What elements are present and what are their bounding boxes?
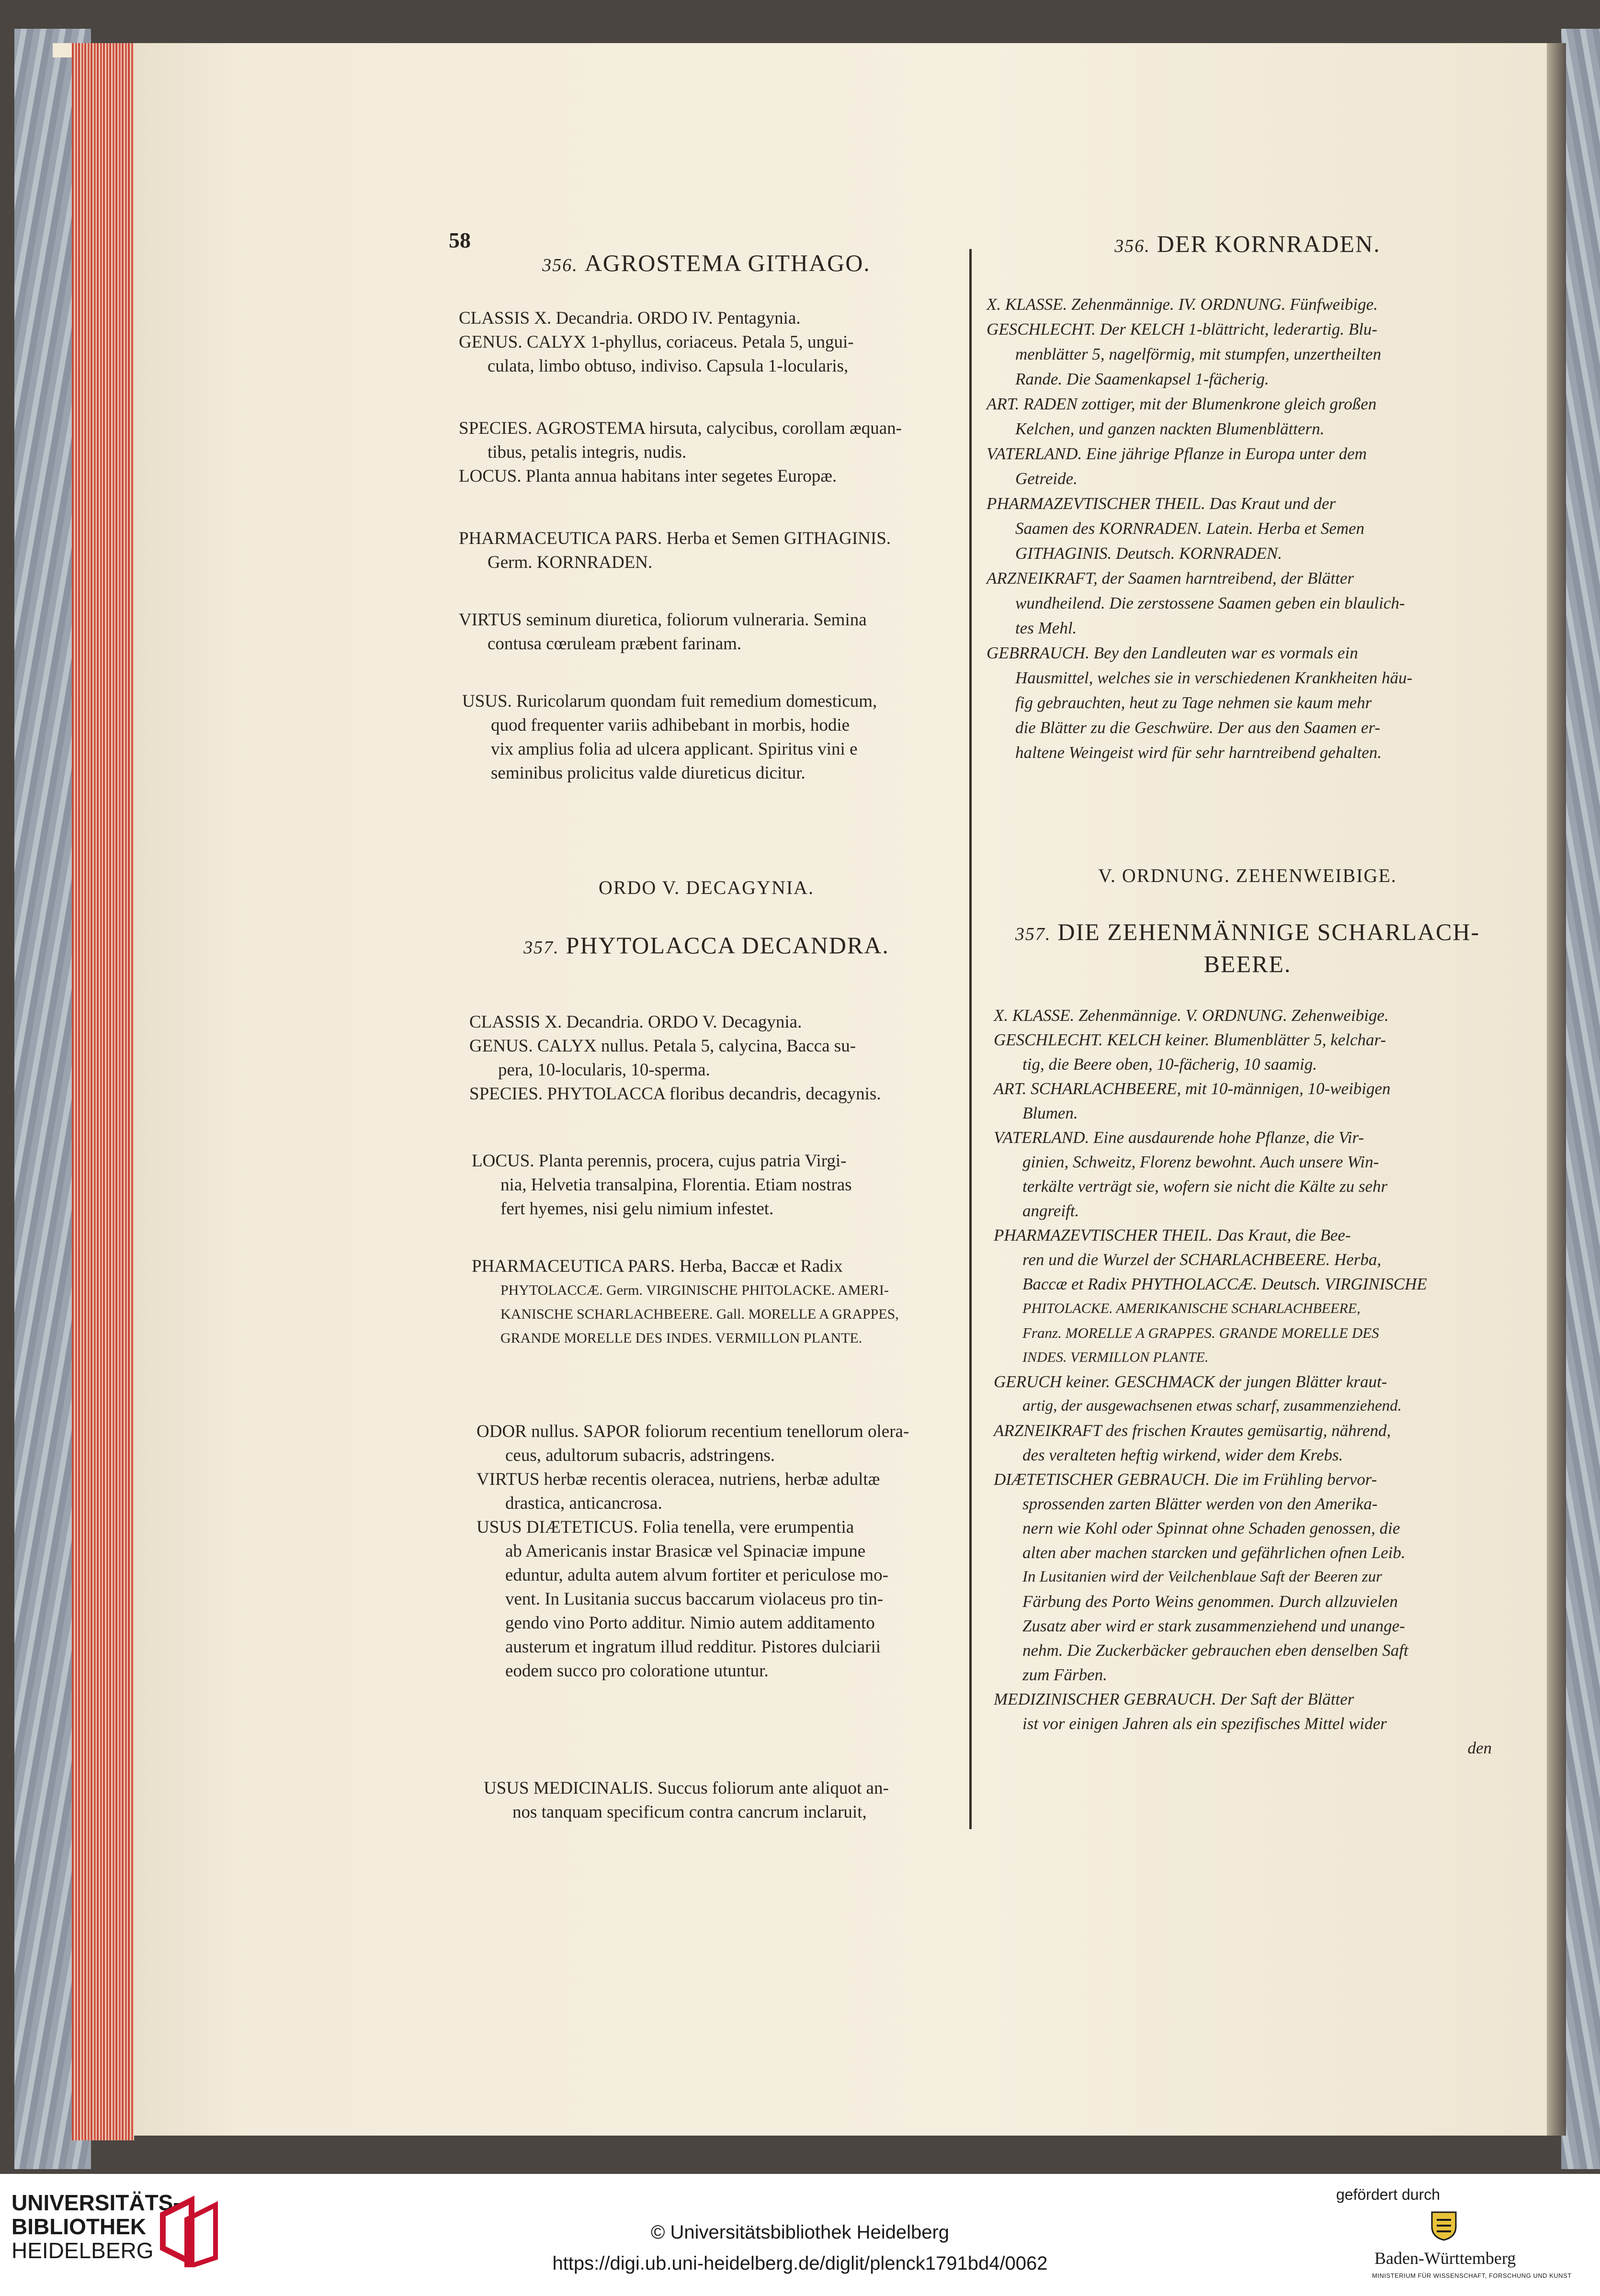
catchword: den bbox=[1467, 1739, 1492, 1757]
text-line: gendo vino Porto additur. Nimio autem additamento bbox=[505, 1613, 875, 1633]
left-entry-odor-usus bbox=[477, 1420, 970, 1683]
text-line: sprossenden zarten Blätter werden von den Amerika- bbox=[1022, 1494, 1378, 1513]
text-line: eodem succo pro coloratione utuntur. bbox=[505, 1661, 769, 1681]
text-line: vix amplius folia ad ulcera applicant. Spiritus vini e bbox=[491, 739, 858, 759]
logo-line: UNIVERSITÄTS- bbox=[11, 2190, 181, 2215]
ministry-subtitle: MINISTERIUM FÜR WISSENSCHAFT, FORSCHUNG UND KUNST bbox=[1372, 2272, 1572, 2279]
text-line: fig gebrauchten, heut zu Tage nehmen sie kaum mehr bbox=[1015, 693, 1372, 712]
left-heading-357-title: PHYTOLACCA DECANDRA. bbox=[566, 932, 889, 959]
text-line: INDES. VERMILLON PLANTE. bbox=[1022, 1349, 1209, 1365]
funded-by-label: gefördert durch bbox=[1336, 2186, 1441, 2203]
book-cloth-right bbox=[1561, 29, 1600, 2169]
text-line: Saamen des KORNRADEN. Latein. Herba et Semen bbox=[1015, 519, 1365, 538]
text-line: GERUCH keiner. GESCHMACK der jungen Blätter kraut- bbox=[994, 1372, 1387, 1391]
text-line: GESCHLECHT. KELCH keiner. Blumenblätter 5, kelchar- bbox=[994, 1030, 1386, 1049]
copyright-text: © Universitätsbibliothek Heidelberg bbox=[650, 2222, 950, 2243]
text-line: vent. In Lusitania succus baccarum violaceus pro tin- bbox=[505, 1589, 884, 1609]
text-line: USUS. Ruricolarum quondam fuit remedium domesticum, bbox=[462, 691, 877, 711]
left-heading-357-number: 357. bbox=[523, 938, 559, 958]
text-line: austerum et ingratum illud redditur. Pistores dulciarii bbox=[505, 1637, 881, 1657]
text-line: Kelchen, und ganzen nackten Blumenblättern. bbox=[1015, 419, 1325, 438]
text-line: des veralteten heftig wirkend, wider dem Krebs. bbox=[1022, 1446, 1343, 1464]
text-line: ARZNEIKRAFT, der Saamen harntreibend, der Blätter bbox=[987, 569, 1354, 588]
text-line: zum Färben. bbox=[1022, 1665, 1107, 1684]
left-heading-356-title: AGROSTEMA GITHAGO. bbox=[584, 249, 871, 276]
text-line: drastica, anticancrosa. bbox=[505, 1493, 662, 1513]
text-line: ist vor einigen Jahren als ein spezifisches Mittel wider bbox=[1022, 1714, 1387, 1733]
left-heading-357 bbox=[479, 931, 934, 959]
text-line: GENUS. CALYX nullus. Petala 5, calycina, Bacca su- bbox=[469, 1036, 856, 1056]
logo-line: HEIDELBERG bbox=[11, 2238, 154, 2263]
left-heading-356 bbox=[479, 249, 934, 277]
text-line: ginien, Schweitz, Florenz bewohnt. Auch unsere Win- bbox=[1022, 1153, 1379, 1171]
baden-wuerttemberg-name[interactable]: Baden-Württemberg bbox=[1374, 2249, 1516, 2268]
text-line: eduntur, adulta autem alvum fortiter et periculose mo- bbox=[505, 1565, 888, 1585]
text-line: LOCUS. Planta annua habitans inter segetes Europæ. bbox=[459, 466, 837, 486]
text-line: menblätter 5, nagelförmig, mit stumpfen, unzertheilten bbox=[1015, 345, 1382, 363]
text-line: artig, der ausgewachsenen etwas scharf, zusammenziehend. bbox=[1022, 1397, 1402, 1414]
text-line: Hausmittel, welches sie in verschiedenen Krankheiten häu- bbox=[1015, 668, 1413, 687]
text-line: VATERLAND. Eine jährige Pflanze in Europa unter dem bbox=[987, 444, 1367, 463]
text-line: KANISCHE SCHARLACHBEERE. Gall. MORELLE A GRAPPES, bbox=[500, 1306, 899, 1322]
text-line: Germ. KORNRADEN. bbox=[488, 553, 653, 572]
text-line: SPECIES. AGROSTEMA hirsuta, calycibus, corollam æquan- bbox=[459, 418, 902, 438]
text-line: tes Mehl. bbox=[1015, 619, 1077, 637]
text-line: CLASSIS X. Decandria. ORDO V. Decagynia. bbox=[469, 1012, 802, 1032]
text-line: fert hyemes, nisi gelu nimium infestet. bbox=[500, 1199, 774, 1219]
text-line: ART. RADEN zottiger, mit der Blumenkrone gleich großen bbox=[987, 395, 1377, 413]
text-line: die Blätter zu die Geschwüre. Der aus den Saamen er- bbox=[1015, 718, 1381, 737]
text-line: Baccæ et Radix PHYTHOLACCÆ. Deutsch. VIRGINISCHE bbox=[1022, 1275, 1427, 1293]
text-line: USUS DIÆTETICUS. Folia tenella, vere erumpentia bbox=[477, 1517, 854, 1537]
text-line: USUS MEDICINALIS. Succus foliorum ante aliquot an- bbox=[484, 1778, 889, 1798]
text-line: seminibus prolicitus valde diureticus dicitur. bbox=[491, 763, 806, 783]
right-heading-357 bbox=[1001, 917, 1494, 979]
text-line: ceus, adultorum subacris, adstringens. bbox=[505, 1446, 775, 1465]
text-line: ab Americanis instar Brasicæ vel Spinaciæ impune bbox=[505, 1541, 866, 1561]
text-line: PHARMAZEVTISCHER THEIL. Das Kraut und der bbox=[987, 494, 1336, 513]
text-line: Färbung des Porto Weins genommen. Durch allzuvielen bbox=[1022, 1592, 1398, 1611]
text-line: contusa cœruleam præbent farinam. bbox=[488, 634, 742, 654]
text-line: ARZNEIKRAFT des frischen Krautes gemüsartig, nährend, bbox=[994, 1421, 1391, 1440]
red-page-edges bbox=[72, 43, 134, 2140]
right-heading-357-number: 357. bbox=[1015, 924, 1051, 944]
left-heading-356-number: 356. bbox=[542, 255, 578, 275]
page-number: 58 bbox=[449, 228, 471, 252]
text-line: LOCUS. Planta perennis, procera, cujus patria Virgi- bbox=[472, 1151, 847, 1171]
text-line: quod frequenter variis adhibebant in morbis, hodie bbox=[491, 715, 850, 735]
left-ordo-heading: ORDO V. DECAGYNIA. bbox=[598, 877, 815, 898]
text-line: Rande. Die Saamenkapsel 1-fächerig. bbox=[1015, 370, 1269, 388]
text-line: haltene Weingeist wird für sehr harntreibend gehalten. bbox=[1015, 743, 1382, 762]
text-line: X. KLASSE. Zehenmännige. V. ORDNUNG. Zehenweibige. bbox=[994, 1006, 1389, 1025]
right-heading-356 bbox=[1001, 230, 1494, 258]
text-line: VATERLAND. Eine ausdaurende hohe Pflanze, die Vir- bbox=[994, 1128, 1364, 1147]
text-line: PHARMACEUTICA PARS. Herba et Semen GITHAGINIS. bbox=[459, 529, 891, 548]
text-line: wundheilend. Die zerstossene Saamen geben ein blaulich- bbox=[1015, 594, 1405, 612]
logo-line: BIBLIOTHEK bbox=[11, 2214, 147, 2239]
text-line: pera, 10-locularis, 10-sperma. bbox=[498, 1060, 710, 1080]
text-line: PHITOLACKE. AMERIKANISCHE SCHARLACHBEERE, bbox=[1022, 1301, 1361, 1316]
text-line: PHYTOLACCÆ. Germ. VIRGINISCHE PHITOLACKE. AMERI- bbox=[500, 1282, 889, 1298]
right-heading-356-title: DER KORNRADEN. bbox=[1157, 230, 1381, 257]
text-line: PHARMACEUTICA PARS. Herba, Baccæ et Radix bbox=[472, 1256, 843, 1276]
text-line: nern wie Kohl oder Spinnat ohne Schaden genossen, die bbox=[1022, 1519, 1400, 1538]
text-line: GEBRRAUCH. Bey den Landleuten war es vormals ein bbox=[987, 644, 1358, 662]
text-line: GITHAGINIS. Deutsch. KORNRADEN. bbox=[1015, 544, 1282, 563]
left-entry-species bbox=[459, 417, 966, 488]
text-line: GRANDE MORELLE DES INDES. VERMILLON PLANTE. bbox=[500, 1330, 862, 1346]
text-line: nehm. Die Zuckerbäcker gebrauchen eben denselben Saft bbox=[1022, 1641, 1408, 1660]
text-line: ren und die Wurzel der SCHARLACHBEERE. Herba, bbox=[1022, 1250, 1382, 1269]
text-line: Getreide. bbox=[1015, 469, 1078, 488]
right-entry-356 bbox=[987, 292, 1504, 765]
text-line: DIÆTETISCHER GEBRAUCH. Die im Frühling bervor- bbox=[994, 1470, 1377, 1489]
page-shadow bbox=[1547, 43, 1566, 2136]
text-line: ART. SCHARLACHBEERE, mit 10-männigen, 10-weibigen bbox=[994, 1079, 1391, 1098]
left-entry-classis bbox=[459, 306, 966, 378]
left-entry-usus-medicinalis bbox=[484, 1776, 967, 1824]
right-heading-356-number: 356. bbox=[1114, 236, 1150, 256]
text-line: SPECIES. PHYTOLACCA floribus decandris, decagynis. bbox=[469, 1084, 881, 1104]
text-line: culata, limbo obtuso, indiviso. Capsula 1-locularis, bbox=[488, 356, 849, 376]
text-line: In Lusitanien wird der Veilchenblaue Saft der Beeren zur bbox=[1022, 1568, 1382, 1585]
left-entry-locus-357 bbox=[472, 1149, 970, 1221]
text-line: alten aber machen starcken und gefährlichen ofnen Leib. bbox=[1022, 1543, 1406, 1562]
text-line: terkälte verträgt sie, wofern sie nicht die Kälte zu sehr bbox=[1022, 1177, 1388, 1196]
right-heading-357-title-line2: BEERE. bbox=[1203, 950, 1292, 977]
left-entry-classis-357 bbox=[469, 1010, 967, 1106]
text-line: GENUS. CALYX 1-phyllus, coriaceus. Petala 5, ungui- bbox=[459, 332, 854, 352]
text-line: PHARMAZEVTISCHER THEIL. Das Kraut, die Bee- bbox=[994, 1226, 1351, 1244]
text-line: X. KLASSE. Zehenmännige. IV. ORDNUNG. Fünfweibige. bbox=[987, 295, 1378, 314]
text-line: Franz. MORELLE A GRAPPES. GRANDE MORELLE DES bbox=[1022, 1324, 1379, 1341]
permalink-url[interactable]: https://digi.ub.uni-heidelberg.de/diglit/plenck1791bd4/0062 bbox=[552, 2253, 1048, 2274]
left-entry-usus bbox=[462, 690, 970, 785]
text-line: nia, Helvetia transalpina, Florentia. Etiam nostras bbox=[500, 1175, 852, 1195]
text-line: VIRTUS herbæ recentis oleracea, nutriens, herbæ adultæ bbox=[477, 1470, 880, 1489]
text-line: nos tanquam specificum contra cancrum inclaruit, bbox=[512, 1802, 867, 1822]
text-line: CLASSIS X. Decandria. ORDO IV. Pentagynia. bbox=[459, 308, 801, 328]
text-line: VIRTUS seminum diuretica, foliorum vulneraria. Semina bbox=[459, 610, 867, 630]
text-line: ODOR nullus. SAPOR foliorum recentium tenellorum olera- bbox=[477, 1422, 909, 1441]
right-heading-357-title-line1: DIE ZEHENMÄNNIGE SCHARLACH- bbox=[1057, 918, 1480, 945]
right-entry-357 bbox=[994, 1003, 1511, 1760]
left-entry-pharmaceutica-357 bbox=[472, 1255, 970, 1350]
text-line: angreift. bbox=[1022, 1201, 1079, 1220]
left-entry-pharmaceutica bbox=[459, 527, 966, 575]
text-line: tig, die Beere oben, 10-fächerig, 10 saamig. bbox=[1022, 1055, 1317, 1074]
right-ordo-heading: V. ORDNUNG. ZEHENWEIBIGE. bbox=[1098, 865, 1397, 886]
text-line: Zusatz aber wird er stark zusammenziehend und unange- bbox=[1022, 1617, 1405, 1635]
text-line: Blumen. bbox=[1022, 1104, 1078, 1122]
baden-wuerttemberg-coat-of-arms-icon bbox=[1427, 2208, 1461, 2242]
text-line: GESCHLECHT. Der KELCH 1-blättricht, lederartig. Blu- bbox=[987, 320, 1378, 339]
text-line: MEDIZINISCHER GEBRAUCH. Der Saft der Blätter bbox=[994, 1690, 1354, 1708]
left-entry-virtus bbox=[459, 608, 966, 656]
text-line: tibus, petalis integris, nudis. bbox=[488, 442, 687, 462]
